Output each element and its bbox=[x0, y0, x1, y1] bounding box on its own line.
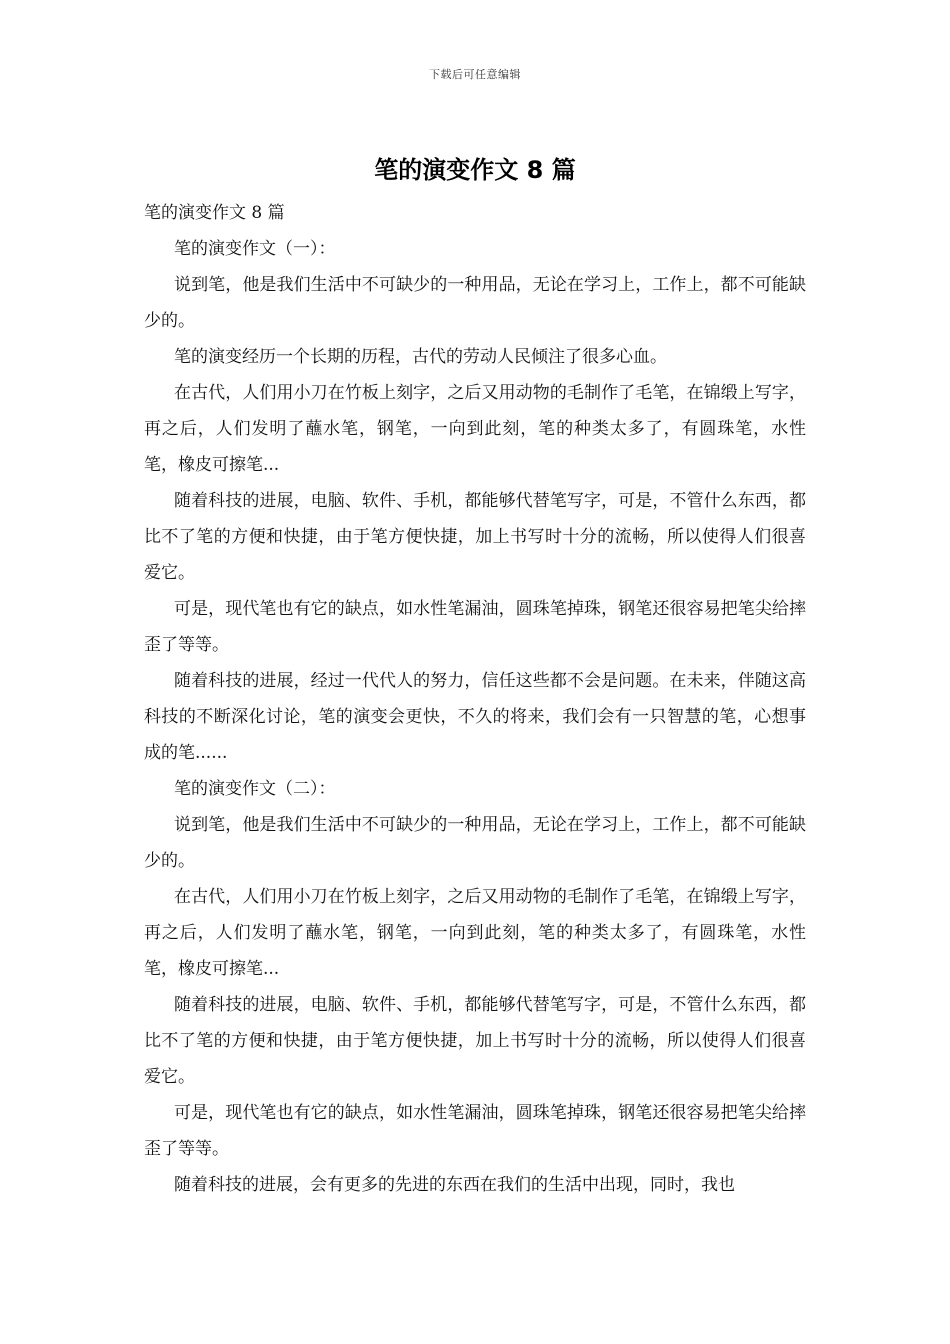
paragraph: 说到笔，他是我们生活中不可缺少的一种用品，无论在学习上，工作上，都不可能缺少的。 bbox=[144, 275, 806, 331]
paragraph: 笔的演变经历一个长期的历程，古代的劳动人民倾注了很多心血。 bbox=[174, 347, 667, 367]
paragraph: 随着科技的进展，电脑、软件、手机，都能够代替笔写字，可是，不管什么东西，都比不了笔的方便和快捷，由于笔方便快捷，加上书写时十分的流畅，所以使得人们很喜爱它。 bbox=[144, 491, 806, 583]
paragraph: 可是，现代笔也有它的缺点，如水性笔漏油，圆珠笔掉珠，钢笔还很容易把笔尖给摔歪了等等。 bbox=[144, 1103, 806, 1159]
paragraph: 可是，现代笔也有它的缺点，如水性笔漏油，圆珠笔掉珠，钢笔还很容易把笔尖给摔歪了等等。 bbox=[144, 599, 806, 655]
paragraph: 随着科技的进展，会有更多的先进的东西在我们的生活中出现，同时，我也 bbox=[174, 1175, 735, 1195]
paragraph: 在古代，人们用小刀在竹板上刻字，之后又用动物的毛制作了毛笔，在锦缎上写字，再之后，人们发明了蘸水笔，钢笔，一向到此刻，笔的种类太多了，有圆珠笔，水性笔，橡皮可擦笔... bbox=[144, 887, 806, 979]
paragraph: 在古代，人们用小刀在竹板上刻字，之后又用动物的毛制作了毛笔，在锦缎上写字，再之后，人们发明了蘸水笔，钢笔，一向到此刻，笔的种类太多了，有圆珠笔，水性笔，橡皮可擦笔... bbox=[144, 383, 806, 475]
paragraph: 随着科技的进展，电脑、软件、手机，都能够代替笔写字，可是，不管什么东西，都比不了笔的方便和快捷，由于笔方便快捷，加上书写时十分的流畅，所以使得人们很喜爱它。 bbox=[144, 995, 806, 1087]
paragraph: 笔的演变作文（一）： bbox=[174, 239, 336, 259]
paragraph: 笔的演变作文（二）： bbox=[174, 779, 336, 799]
document-body bbox=[144, 195, 806, 1203]
paragraph: 随着科技的进展，经过一代代人的努力，信任这些都不会是问题。在未来，伴随这高科技的不断深化讨论，笔的演变会更快，不久的将来，我们会有一只智慧的笔，心想事成的笔...... bbox=[144, 671, 806, 763]
page-header-note: 下载后可任意编辑 bbox=[429, 68, 521, 81]
paragraph: 说到笔，他是我们生活中不可缺少的一种用品，无论在学习上，工作上，都不可能缺少的。 bbox=[144, 815, 806, 871]
document-subtitle: 笔的演变作文 8 篇 bbox=[144, 203, 285, 223]
document-title: 笔的演变作文 8 篇 bbox=[374, 156, 576, 184]
